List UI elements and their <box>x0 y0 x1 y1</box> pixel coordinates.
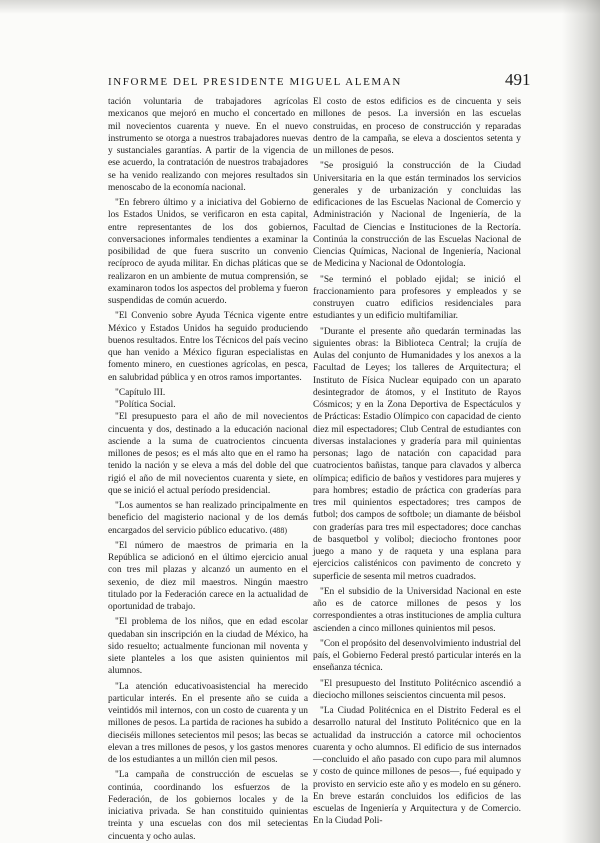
page-number: 491 <box>505 70 531 89</box>
chapter-heading: "Capítulo III. <box>115 387 166 398</box>
paragraph: tación voluntaria de trabajadores agrícolas mexicanos que mejoró en mucho el concertado en mil novecientos cuarenta y nueve. En el nuevo instrumento se otorga a nuestros trabajadores nuevas y sustanciales garantías. A partir de la vigencia de ese acuerdo, la contratación de nuestros trabajadores se ha venido realizando con mejores resultados sin menoscabo de la economía nacional. <box>108 97 308 193</box>
paragraph: "El presupuesto del Instituto Politécnico ascendió a dieciocho millones seiscientos cincuenta mil pesos. <box>313 678 521 701</box>
paragraph: "Se terminó el poblado ejidal; se inició el fraccionamiento para profesores y empleados y se construyen cuatro edificios residenciales para estudiantes y un edificio multifamiliar. <box>313 274 521 322</box>
running-title: INFORME DEL PRESIDENTE MIGUEL ALEMAN <box>108 76 402 88</box>
paragraph <box>108 500 308 537</box>
paragraph: "El presupuesto para el año de mil novecientos cincuenta y dos, destinado a la educación nacional asciende a la suma de cuatrocientos cincuenta millones de pesos; es el más alto que en el ramo ha tenido la nación y se eleva a más del doble del que rigió el año de mil novecientos cuarenta y siete, en que se inició el actual período presidencial. <box>108 412 308 496</box>
paragraph: "El problema de los niños, que en edad escolar quedaban sin inscripción en la ciudad de México, ha sido resuelto; actualmente funcionan mil noventa y siete planteles a los que asisten quinientos mil alumnos. <box>108 617 308 677</box>
paragraph: "El Convenio sobre Ayuda Técnica vigente entre México y Estados Unidos ha seguido produciendo buenos resultados. Entre los Técnicos del país vecino que han venido a México figuran especialistas en fomento minero, en cuestiones agrícolas, en pesca, en salubridad pública y en otros ramos importantes. <box>108 311 308 383</box>
paragraph: "La Ciudad Politécnica en el Distrito Federal es el desarrollo natural del Instituto Politécnico que en la actualidad da instrucción a catorce mil ochocientos cuarenta y ocho alumnos. El edificio de sus internados —concluido el año pasado con cupo para mil alumnos y costo de quince millones de pesos—, fué equipado y provisto en servicio este año y es modelo en su género. En breve estarán concluidos los edificios de las escuelas de Ingeniería y Arquitectura y de Comercio. En la Ciudad Poli- <box>313 706 521 827</box>
paragraph: "En febrero último y a iniciativa del Gobierno de los Estados Unidos, se verificaron en esta capital, entre representantes de los dos gobiernos, conversaciones informales tendientes a examinar la posibilidad de que fuera suscrito un convenio recíproco de ayuda militar. En dichas pláticas que se realizaron en un ambiente de mutua comprensión, se examinaron todos los aspectos del problema y fueron suspendidas de común acuerdo. <box>108 198 308 306</box>
paragraph: "Durante el presente año quedarán terminadas las siguientes obras: la Biblioteca Central; la crujía de Aulas del conjunto de Humanidades y los anexos a la Facultad de Leyes; los talleres de Arquitectura; el Instituto de Física Nuclear equipado con un aparato desintegrador de átomos, y el Instituto de Rayos Cósmicos; y en la Zona Deportiva de Espectáculos y de Prácticas: Estadio Olímpico con capacidad de ciento diez mil espectadores; Club Central de estudiantes con diversas instalaciones y gradería para mil quinientas personas; lago de natación con capacidad para cuatrocientos bañistas, tanque para clavados y alberca olímpica; edificio de baños y vestidores para mujeres y para hombres; estadio de práctica con graderías para tres mil quinientos espectadores; tres campos de futbol; dos campos de softbole; un diamante de béisbol con graderías para tres mil espectadores; doce canchas de basquetbol y volibol; dieciocho frontones poor juego a mano y de raqueta y una esplana para ejercicios calisténicos con pavimento de concreto y superficie de sesenta mil metros cuadrados. <box>313 326 521 582</box>
page-reference: (488) <box>269 525 288 535</box>
scan-edge-shadow <box>562 0 600 843</box>
paragraph-text: "Los aumentos se han realizado principalmente en beneficio del magisterio nacional y de los demás encargados del servicio público educativo. <box>108 501 308 536</box>
right-column <box>313 96 521 831</box>
paragraph: "Con el propósito del desenvolvimiento industrial del país, el Gobierno Federal prestó particular interés en la enseñanza técnica. <box>313 638 521 674</box>
paragraph: "La campaña de construcción de escuelas se continúa, coordinando los esfuerzos de la Federación, de los gobiernos locales y de la iniciativa privada. Se han constituido quinientas treinta y una escuelas con dos mil setecientas cincuenta y ocho aulas. <box>108 770 308 842</box>
paragraph: "La atención educativoasistencial ha merecido particular interés. En el presente año se cuida a veintidós mil internos, con un costo de cuarenta y un millones de pesos. La partida de raciones ha subido a dieciséis millones setecientos mil pesos; las becas se elevan a tres millones de pesos, y los gastos menores de los estudiantes a un millón cien mil pesos. <box>108 681 308 765</box>
paragraph: "El número de maestros de primaria en la República se adicionó en el último ejercicio anual con tres mil plazas y alcanzó un aumento en el sexenio, de diez mil maestros. Ningún maestro titulado por la Federación carece en la actualidad de oportunidad de trabajo. <box>108 540 308 612</box>
scan-top-shadow <box>0 0 600 14</box>
left-column <box>108 96 308 843</box>
section-heading: "Política Social. <box>115 400 176 410</box>
paragraph: El costo de estos edificios es de cincuenta y seis millones de pesos. La inversión en las escuelas construidas, en proceso de construcción y reparadas dentro de la campaña, se eleva a doscientos setenta y un millones de pesos. <box>313 97 521 156</box>
paragraph: "En el subsidio de la Universidad Nacional en este año es de catorce millones de pesos y los correspondientes a otras instituciones de amplia cultura ascienden a cinco millones quinientos mil pesos. <box>313 586 521 634</box>
paragraph: "Se prosiguió la construcción de la Ciudad Universitaria en la que están terminados los servicios generales y de urbanización y concluidas las edificaciones de las Escuelas Nacional de Comercio y Administración y Nacional de Ingeniería, de la Facultad de Ciencias e Instituciones de la Rectoría. Continúa la construcción de las Escuelas Nacional de Ciencias Químicas, Nacional de Ingeniería, Nacional de Medicina y Nacional de Odontología. <box>313 161 521 270</box>
